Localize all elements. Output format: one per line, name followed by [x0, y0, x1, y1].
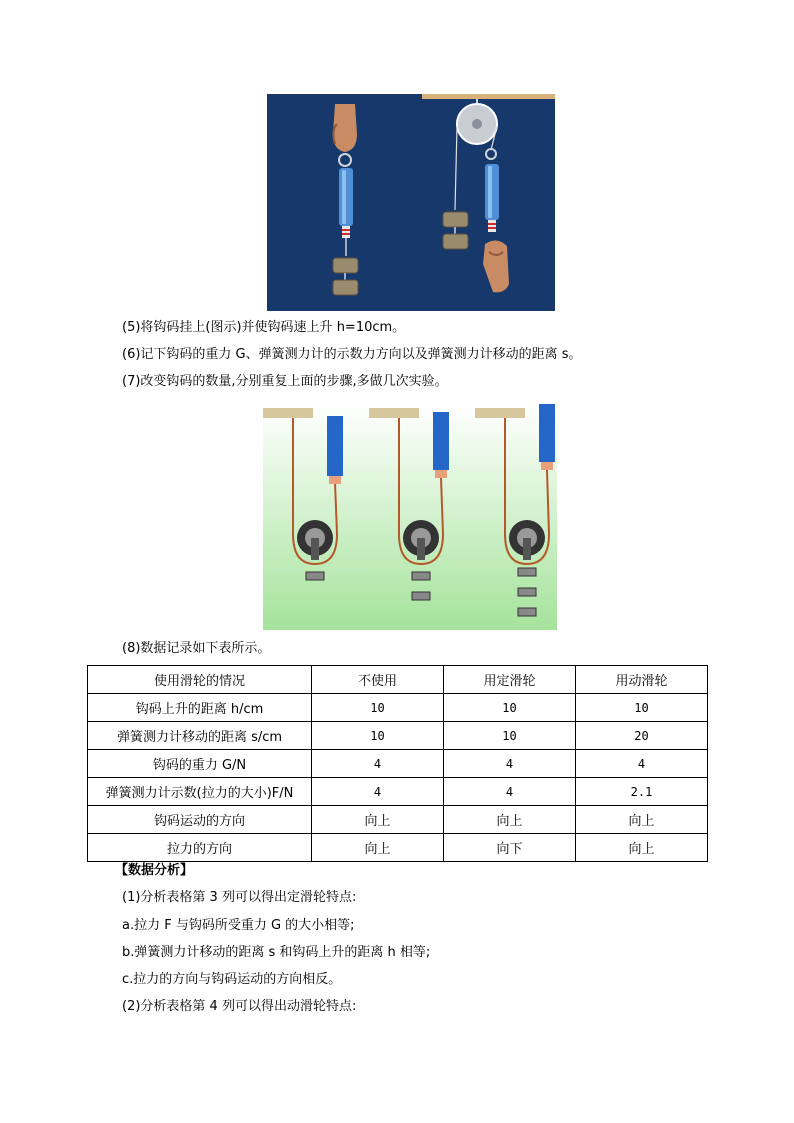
- analysis-heading: 【数据分析】: [115, 863, 194, 878]
- step-6: (6)记下钩码的重力 G、弹簧测力计的示数力方向以及弹簧测力计移动的距离 s。: [122, 347, 582, 362]
- table-header-cell: 不使用: [312, 666, 444, 694]
- row-label: 拉力的方向: [88, 834, 312, 862]
- analysis-line: b.弹簧测力计移动的距离 s 和钩码上升的距离 h 相等;: [122, 945, 431, 960]
- table-cell: 向下: [444, 834, 576, 862]
- table-cell: 10: [312, 694, 444, 722]
- table-row: [88, 778, 708, 806]
- table-cell: 2.1: [576, 778, 708, 806]
- table-cell: 10: [444, 694, 576, 722]
- fixed-pulley-figure: [267, 94, 555, 311]
- table-cell: 4: [576, 750, 708, 778]
- table-cell: 向上: [444, 806, 576, 834]
- table-cell: 10: [312, 722, 444, 750]
- table-cell: 10: [444, 722, 576, 750]
- hand-left-icon: [333, 104, 357, 152]
- analysis-line: (2)分析表格第 4 列可以得出动滑轮特点:: [122, 999, 357, 1014]
- table-cell: 4: [312, 778, 444, 806]
- table-row: [88, 694, 708, 722]
- row-label: 弹簧测力计示数(拉力的大小)F/N: [88, 778, 312, 806]
- table-row: [88, 722, 708, 750]
- step-5: (5)将钩码挂上(图示)并使钩码速上升 h=10cm。: [122, 320, 406, 335]
- fixed-pulley-icon: [457, 104, 497, 144]
- figure-background: [267, 94, 555, 311]
- table-header-cell: 使用滑轮的情况: [88, 666, 312, 694]
- step-8: (8)数据记录如下表所示。: [122, 641, 271, 656]
- analysis-line: c.拉力的方向与钩码运动的方向相反。: [122, 972, 342, 987]
- table-cell: 4: [444, 778, 576, 806]
- table-header-row: [88, 666, 708, 694]
- row-label: 钩码的重力 G/N: [88, 750, 312, 778]
- table-row: [88, 834, 708, 862]
- ceiling-beam: [422, 94, 555, 99]
- table-cell: 4: [444, 750, 576, 778]
- row-label: 弹簧测力计移动的距离 s/cm: [88, 722, 312, 750]
- row-label: 钩码上升的距离 h/cm: [88, 694, 312, 722]
- analysis-line: (1)分析表格第 3 列可以得出定滑轮特点:: [122, 890, 357, 905]
- table-cell: 4: [312, 750, 444, 778]
- movable-pulley-figure: [263, 404, 557, 630]
- table-row: [88, 806, 708, 834]
- analysis-line: a.拉力 F 与钩码所受重力 G 的大小相等;: [122, 918, 355, 933]
- table-cell: 10: [576, 694, 708, 722]
- table-cell: 向上: [576, 834, 708, 862]
- table-cell: 向上: [312, 806, 444, 834]
- table-row: [88, 750, 708, 778]
- row-label: 钩码运动的方向: [88, 806, 312, 834]
- step-7: (7)改变钩码的数量,分别重复上面的步骤,多做几次实验。: [122, 374, 448, 389]
- table-header-cell: 用定滑轮: [444, 666, 576, 694]
- table-cell: 向上: [312, 834, 444, 862]
- data-table: [87, 665, 708, 862]
- table-cell: 向上: [576, 806, 708, 834]
- table-header-cell: 用动滑轮: [576, 666, 708, 694]
- figure-background: [263, 404, 557, 630]
- table-cell: 20: [576, 722, 708, 750]
